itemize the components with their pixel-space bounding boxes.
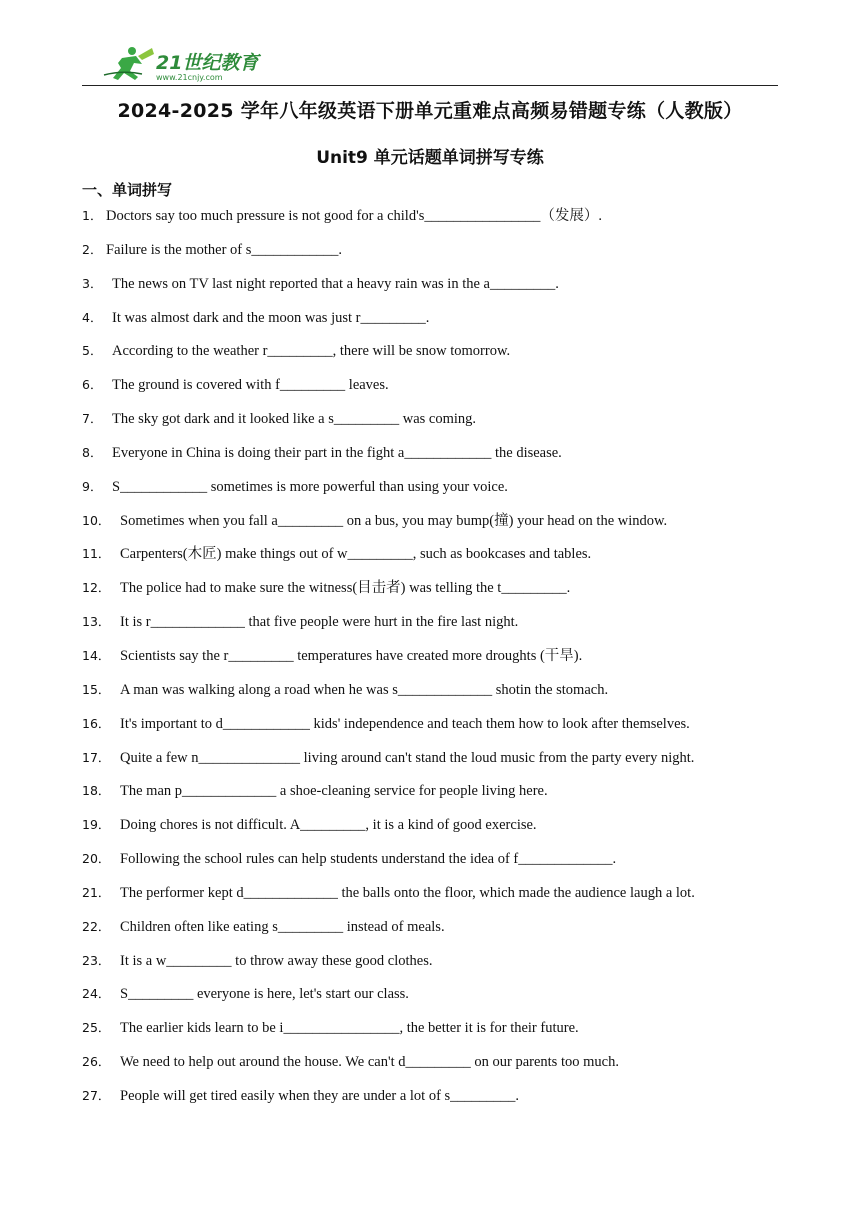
- question-number: 17．: [82, 749, 111, 765]
- running-man-icon: [102, 44, 272, 84]
- site-logo: [102, 44, 272, 84]
- question-item: [82, 509, 782, 543]
- question-item: [82, 915, 782, 949]
- question-item: [82, 847, 782, 881]
- header-rule: [82, 85, 778, 86]
- question-text: According to the weather r_________, there will be snow tomorrow.: [112, 343, 511, 360]
- question-text: People will get tired easily when they are under a lot of s_________.: [120, 1087, 520, 1104]
- question-text: It's important to d____________ kids' independence and teach them how to look after themselves.: [120, 715, 690, 732]
- question-text: The news on TV last night reported that a heavy rain was in the a_________.: [112, 275, 559, 292]
- question-item: [82, 982, 782, 1016]
- question-text: Sometimes when you fall a_________ on a bus, you may bump(撞) your head on the window.: [120, 512, 668, 529]
- question-item: [82, 339, 782, 373]
- question-item: [82, 881, 782, 915]
- question-text: It is r_____________ that five people were hurt in the fire last night.: [120, 614, 519, 631]
- question-number: 3．: [82, 275, 103, 291]
- question-number: 22．: [82, 918, 111, 934]
- question-text: The ground is covered with f_________ leaves.: [112, 377, 389, 394]
- question-text: We need to help out around the house. We can't d_________ on our parents too much.: [120, 1054, 619, 1071]
- question-item: [82, 644, 782, 678]
- question-number: 2．: [82, 241, 103, 257]
- question-text: Following the school rules can help students understand the idea of f_____________.: [120, 851, 617, 868]
- question-list: [82, 204, 782, 1118]
- question-text: Failure is the mother of s____________.: [106, 241, 343, 258]
- question-item: [82, 576, 782, 610]
- question-item: [82, 204, 782, 238]
- question-text: It was almost dark and the moon was just r_________.: [112, 309, 430, 326]
- question-item: [82, 1084, 782, 1118]
- question-number: 20．: [82, 851, 111, 867]
- question-item: [82, 746, 782, 780]
- logo-url: www.21cnjy.com: [156, 73, 223, 82]
- question-number: 10．: [82, 512, 111, 528]
- question-number: 11．: [82, 546, 111, 562]
- question-item: [82, 238, 782, 272]
- question-number: 27．: [82, 1087, 111, 1103]
- question-item: [82, 610, 782, 644]
- question-number: 21．: [82, 884, 111, 900]
- question-number: 25．: [82, 1020, 111, 1036]
- question-number: 13．: [82, 614, 111, 630]
- question-number: 1．: [82, 208, 103, 223]
- question-text: Doctors say too much pressure is not good for a child's________________（发展）.: [106, 208, 602, 224]
- question-item: [82, 306, 782, 340]
- question-item: [82, 475, 782, 509]
- question-number: 18．: [82, 783, 111, 799]
- question-number: 9．: [82, 478, 103, 494]
- question-item: [82, 407, 782, 441]
- question-item: [82, 779, 782, 813]
- question-text: It is a w_________ to throw away these good clothes.: [120, 952, 433, 969]
- question-text: The earlier kids learn to be i________________, the better it is for their future.: [120, 1020, 579, 1037]
- question-number: 14．: [82, 647, 111, 663]
- question-number: 5．: [82, 343, 103, 359]
- question-number: 23．: [82, 952, 111, 968]
- question-text: The performer kept d_____________ the balls onto the floor, which made the audience laugh a lot.: [120, 884, 695, 901]
- question-item: [82, 441, 782, 475]
- question-text: The police had to make sure the witness(目击者) was telling the t_________.: [120, 580, 571, 597]
- question-text: A man was walking along a road when he was s_____________ shotin the stomach.: [120, 681, 609, 698]
- question-number: 19．: [82, 817, 111, 833]
- section-title: 一、单词拼写: [82, 181, 173, 199]
- question-number: 7．: [82, 411, 103, 427]
- question-number: 6．: [82, 377, 103, 393]
- question-item: [82, 712, 782, 746]
- question-text: Scientists say the r_________ temperatures have created more droughts (干旱).: [120, 647, 583, 664]
- question-text: Doing chores is not difficult. A_________, it is a kind of good exercise.: [120, 817, 537, 834]
- question-number: 26．: [82, 1054, 111, 1070]
- question-item: [82, 678, 782, 712]
- question-item: [82, 949, 782, 983]
- question-item: [82, 1016, 782, 1050]
- question-number: 8．: [82, 444, 103, 460]
- question-text: S_________ everyone is here, let's start our class.: [120, 986, 409, 1003]
- question-item: [82, 272, 782, 306]
- question-text: S____________ sometimes is more powerful than using your voice.: [112, 478, 508, 495]
- question-item: [82, 813, 782, 847]
- question-number: 24．: [82, 986, 111, 1002]
- question-text: Everyone in China is doing their part in the fight a____________ the disease.: [112, 444, 562, 461]
- question-number: 15．: [82, 681, 111, 697]
- question-item: [82, 373, 782, 407]
- logo-text: 21世纪教育: [156, 52, 259, 74]
- question-text: Children often like eating s_________ instead of meals.: [120, 918, 445, 935]
- page-title: 2024-2025 学年八年级英语下册单元重难点高频易错题专练（人教版）: [117, 100, 743, 122]
- question-item: [82, 542, 782, 576]
- question-text: The sky got dark and it looked like a s_________ was coming.: [112, 411, 477, 428]
- question-text: The man p_____________ a shoe-cleaning service for people living here.: [120, 783, 548, 800]
- question-item: [82, 1050, 782, 1084]
- question-text: Quite a few n______________ living around can't stand the loud music from the party every night.: [120, 749, 695, 766]
- question-number: 16．: [82, 715, 111, 731]
- question-number: 12．: [82, 580, 111, 596]
- page-subtitle: Unit9 单元话题单词拼写专练: [316, 148, 544, 168]
- question-text: Carpenters(木匠) make things out of w_________, such as bookcases and tables.: [120, 546, 592, 563]
- question-number: 4．: [82, 309, 103, 325]
